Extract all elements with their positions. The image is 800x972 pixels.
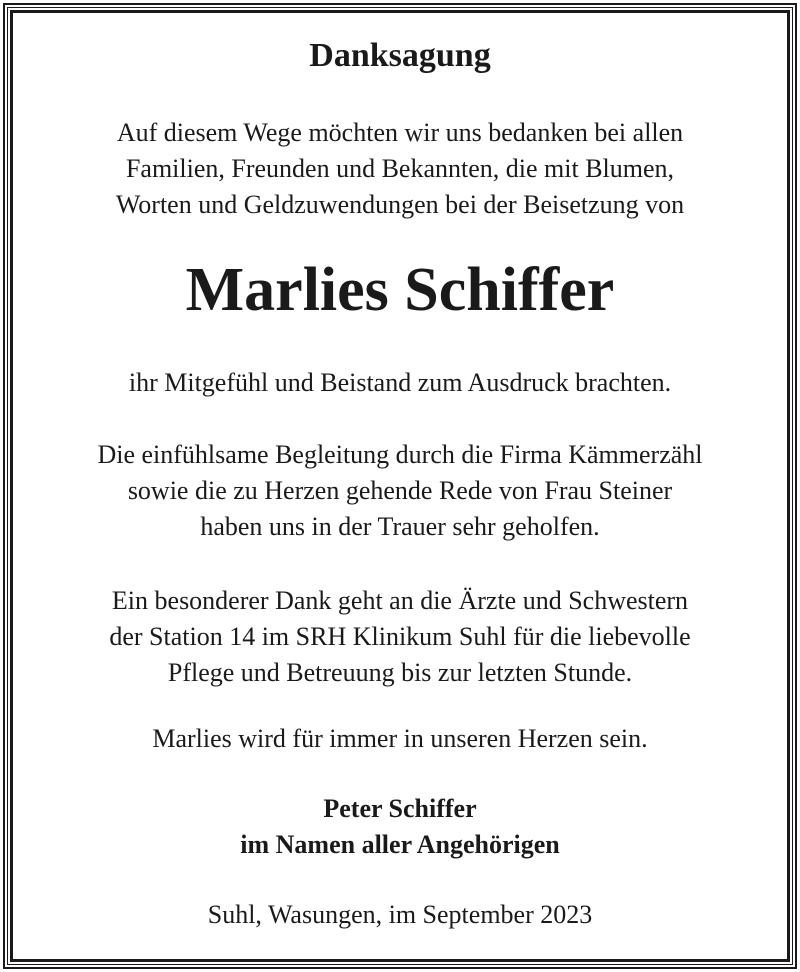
intro-line-1: Auf diesem Wege möchten wir uns bedanken bei allen [116, 118, 684, 147]
paragraph3-line-2: der Station 14 im SRH Klinikum Suhl für die liebevolle [109, 622, 691, 651]
paragraph3-line-3: Pflege und Betreuung bis zur letzten Stunde. [167, 658, 633, 687]
intro-line-3: Worten und Geldzuwendungen bei der Beisetzung von [115, 190, 685, 219]
intro-line-2: Familien, Freunden und Bekannten, die mit Blumen, [125, 154, 675, 183]
paragraph3-line-1: Ein besonderer Dank geht an die Ärzte und Schwestern [111, 586, 689, 615]
deceased-name: Marlies Schiffer [185, 256, 615, 324]
notice-title: Danksagung [309, 37, 491, 74]
place-date: Suhl, Wasungen, im September 2023 [207, 900, 593, 929]
paragraph2-line-2: sowie die zu Herzen gehende Rede von Frau Steiner [127, 476, 673, 505]
closing-line: Marlies wird für immer in unseren Herzen sein. [152, 724, 648, 753]
after-name-line: ihr Mitgefühl und Beistand zum Ausdruck brachten. [128, 368, 672, 397]
paragraph2-line-3: haben uns in der Trauer sehr geholfen. [200, 512, 600, 541]
paragraph2-line-1: Die einfühlsame Begleitung durch die Firma Kämmerzähl [97, 440, 703, 469]
signature-name: Peter Schiffer [323, 794, 477, 823]
signature-subtitle: im Namen aller Angehörigen [240, 830, 560, 859]
